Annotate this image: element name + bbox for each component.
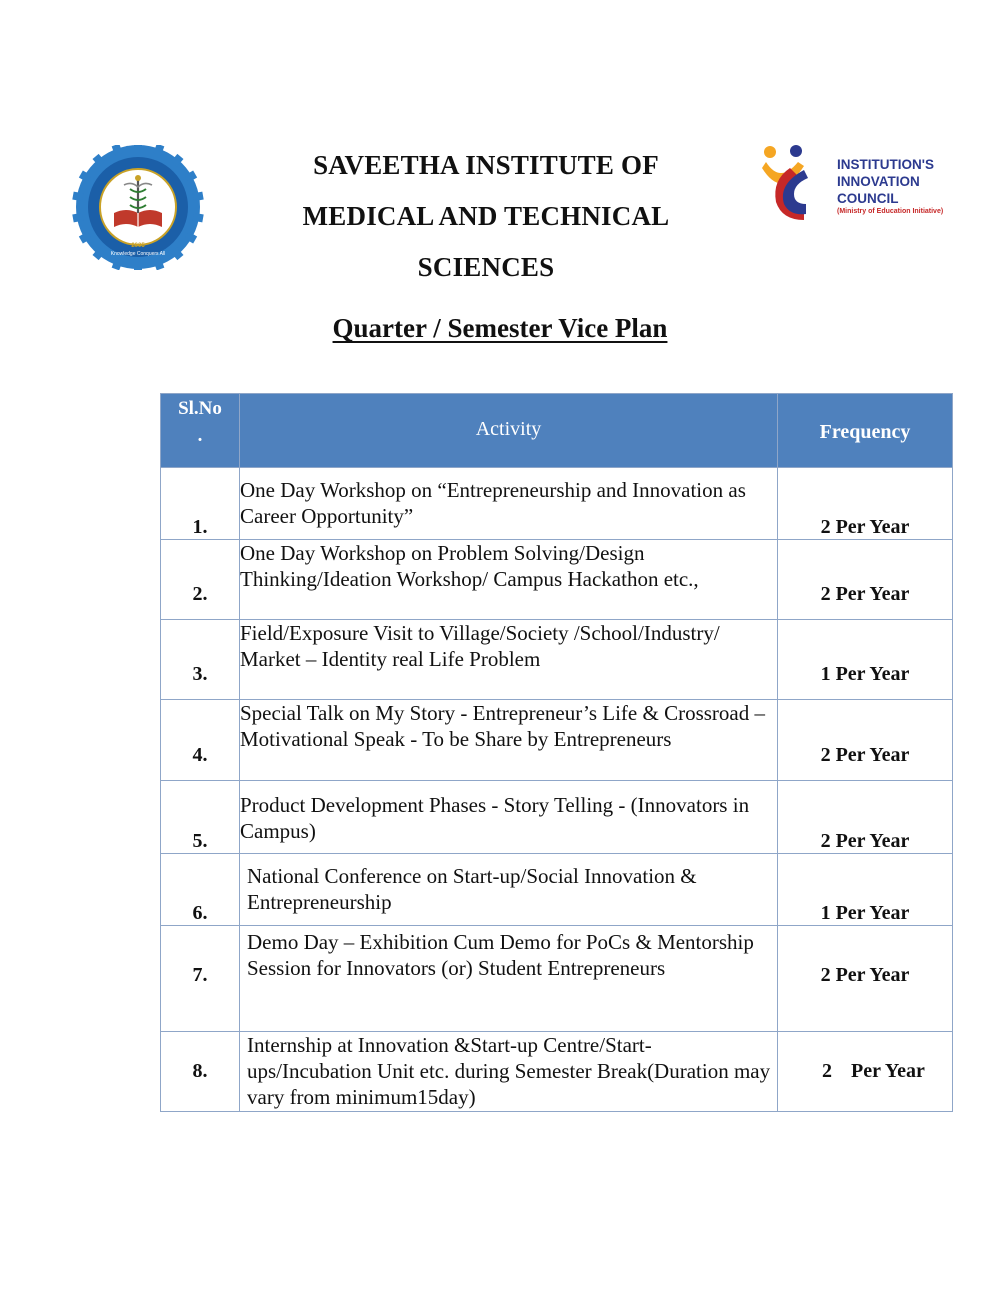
header-slno-line-1: Sl.No (178, 398, 222, 419)
seal-year: 2005 (131, 243, 145, 249)
title-line-2: MEDICAL AND TECHNICAL (302, 201, 670, 231)
iic-line-2: INNOVATION (837, 174, 920, 189)
row-activity: Field/Exposure Visit to Village/Society /School/Industry/ Market – Identity real Life Problem (240, 620, 778, 700)
row-frequency: 1 Per Year (778, 854, 953, 926)
row-frequency (778, 1032, 953, 1112)
iic-line-3: COUNCIL (837, 191, 899, 206)
row-slno: 6. (161, 854, 240, 926)
row-activity: Product Development Phases - Story Telling - (Innovators in Campus) (240, 781, 778, 854)
row-slno: 2. (161, 540, 240, 620)
iic-emblem-icon (760, 140, 834, 230)
header-slno-line-2: . (197, 425, 203, 446)
row-activity: One Day Workshop on “Entrepreneurship and Innovation as Career Opportunity” (240, 468, 778, 540)
row-activity: Special Talk on My Story - Entrepreneur’s Life & Crossroad – Motivational Speak - To be Share by Entrepreneurs (240, 700, 778, 781)
table-header-row (161, 394, 953, 468)
table-row (161, 540, 953, 620)
header-frequency: Frequency (778, 394, 953, 468)
iic-line-1: INSTITUTION'S (837, 157, 934, 172)
table-row (161, 468, 953, 540)
row-slno: 4. (161, 700, 240, 781)
plan-subtitle: Quarter / Semester Vice Plan (332, 313, 668, 343)
table-row (161, 620, 953, 700)
activity-plan-table (160, 393, 953, 1112)
row-activity: One Day Workshop on Problem Solving/Design Thinking/Ideation Workshop/ Campus Hackathon etc., (240, 540, 778, 620)
row-frequency-number: 2 (822, 1060, 832, 1082)
row-slno: 3. (161, 620, 240, 700)
title-line-3: SCIENCES (417, 252, 555, 282)
institute-title (270, 140, 702, 293)
row-activity: Demo Day – Exhibition Cum Demo for PoCs & Mentorship Session for Innovators (or) Student Entrepreneurs (240, 926, 778, 1032)
row-activity: Internship at Innovation &Start-up Centre/Start-ups/Incubation Unit etc. during Semester Break(Duration may vary from minimum15day) (240, 1032, 778, 1112)
table-row (161, 700, 953, 781)
table-row (161, 854, 953, 926)
row-slno: 1. (161, 468, 240, 540)
row-frequency: 2 Per Year (778, 540, 953, 620)
table-row (161, 781, 953, 854)
row-slno: 8. (161, 1032, 240, 1112)
row-frequency-unit: Per Year (851, 1060, 925, 1082)
iic-logo (760, 140, 960, 230)
row-frequency: 2 Per Year (778, 468, 953, 540)
row-activity: National Conference on Start-up/Social Innovation & Entrepreneurship (240, 854, 778, 926)
title-line-1: SAVEETHA INSTITUTE OF (313, 150, 659, 180)
header-activity: Activity (240, 394, 778, 468)
header-slno (161, 394, 240, 468)
row-frequency: 2 Per Year (778, 926, 953, 1032)
iic-name (837, 156, 934, 207)
table-row (161, 1032, 953, 1112)
seal-motto: Knowledge Conquers All (110, 251, 166, 257)
row-frequency: 1 Per Year (778, 620, 953, 700)
row-slno: 7. (161, 926, 240, 1032)
table-row (161, 926, 953, 1032)
institute-seal-logo (72, 145, 204, 270)
row-slno: 5. (161, 781, 240, 854)
row-frequency: 2 Per Year (778, 700, 953, 781)
row-frequency: 2 Per Year (778, 781, 953, 854)
iic-subtext: (Ministry of Education Initiative) (837, 208, 944, 215)
